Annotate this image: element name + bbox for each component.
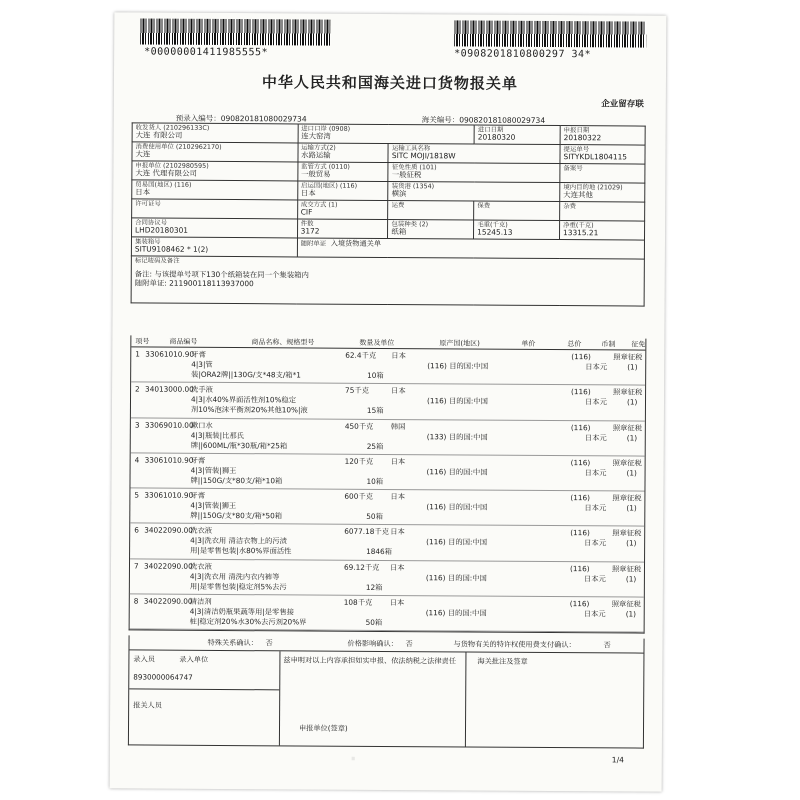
item-origin-code: (133) — [426, 431, 447, 441]
item-origin: 日本 — [390, 527, 405, 537]
item-origin: 韩国 — [390, 421, 406, 431]
item-qty-3: 25箱 — [366, 441, 384, 451]
item-qty-1: 120千克 — [344, 456, 374, 466]
watermark: · — [349, 748, 357, 770]
insurance-cell: 保费 — [474, 201, 560, 221]
item-spec-1: 4|3|水40%界面活性剂10%稳定 — [190, 395, 297, 405]
import-port-cell: 进口口岸 (0908) 连大窑湾 — [298, 124, 475, 144]
item-qty-1: 108千克 — [343, 597, 373, 607]
item-tax-code: (1) — [626, 433, 638, 443]
item-currency-code: (116) — [569, 563, 590, 574]
item-code: 33061010.90 — [144, 455, 194, 465]
license-cell: 许可证号 — [132, 199, 298, 219]
col-header-unit-price: 单价 — [521, 339, 536, 348]
pre-entry-number: 预录入编号：090820181080029734 — [175, 113, 307, 124]
item-currency: 日本元 — [583, 609, 606, 619]
goods-row — [130, 559, 644, 597]
item-origin-code: (116) — [426, 537, 446, 547]
item-spec-1: 4|3|清洁奶瓶果蔬等用|是零售接 — [189, 606, 294, 617]
item-tax-code: (1) — [626, 503, 637, 513]
item-currency-code: (116) — [570, 422, 591, 432]
item-spec-2: 牌||150G/支*80支/箱*50箱 — [190, 510, 283, 521]
item-code: 33069010.00 — [144, 420, 194, 430]
barcode-left — [140, 18, 330, 45]
item-code: 33061010.90 — [145, 349, 195, 359]
item-currency: 日本元 — [584, 468, 607, 478]
item-no: 4 — [134, 455, 140, 465]
item-name: 洗衣液 — [189, 561, 212, 571]
item-spec-1: 4|3|洗衣用 清洗内衣内裤等 — [189, 571, 280, 582]
item-origin-code: (116) — [425, 573, 446, 583]
col-header-tax: 征免 — [631, 339, 646, 349]
item-qty-3: 1846箱 — [366, 547, 392, 557]
item-name: 洗手液 — [191, 385, 213, 395]
declaration-text: 兹申明对以上内容承担如实申报、依法纳税之法律责任 — [283, 655, 456, 666]
item-origin-code: (116) — [426, 467, 447, 477]
header-table — [131, 122, 646, 306]
item-origin: 日本 — [391, 351, 406, 361]
item-destination: 目的国:中国 — [448, 502, 488, 512]
customs-declaration-sheet — [110, 12, 667, 791]
item-name: 漱口水 — [190, 420, 213, 430]
col-header-name: 商品名称、规格型号 — [251, 337, 315, 347]
origin-country-cell: 启运国(地区) (116) 日本 — [297, 181, 388, 201]
barcode-left-text: *00000001411985555* — [144, 46, 269, 59]
item-destination: 目的国:中国 — [449, 361, 489, 371]
item-qty-1: 75千克 — [345, 386, 369, 396]
entry-box — [129, 650, 281, 745]
levy-cell: 征免性质 (101) 一般征税 — [388, 162, 560, 182]
item-currency-code: (116) — [571, 352, 591, 362]
item-currency: 日本元 — [584, 503, 607, 513]
item-no: 1 — [135, 349, 140, 359]
goods-table — [129, 335, 647, 634]
item-origin-code: (116) — [426, 396, 447, 406]
item-currency-code: (116) — [570, 528, 590, 538]
item-spec-2: 用|是零售包装|稳定剂5%去污 — [189, 581, 287, 592]
col-header-origin: 原产国(地区) — [439, 338, 480, 348]
regime-cell: 监管方式 (0110) 一般贸易 — [297, 162, 388, 182]
item-origin-code: (116) — [427, 361, 447, 371]
item-tax: 照章征税 — [612, 493, 642, 503]
item-name: 牙膏 — [191, 349, 206, 359]
entry-code: 8930000064747 — [133, 672, 193, 682]
col-header-no: 项号 — [135, 336, 150, 346]
vessel-cell: 运输工具名称 SITC MOJI/1818W — [388, 143, 560, 163]
port-loading-cell: 装货港 (1354) 横滨 — [388, 181, 560, 201]
item-tax-code: (1) — [625, 609, 637, 619]
page-number: 1/4 — [611, 755, 624, 765]
entry-unit-label: 录入单位 — [179, 654, 209, 664]
transport-mode-cell: 运输方式(2) 水路运输 — [298, 143, 389, 163]
barcode-right-text: *0908201810800297 34* — [454, 48, 592, 61]
item-currency: 日本元 — [583, 573, 606, 584]
destination-cell: 境内目的地 (21029) 大连其他 — [560, 183, 645, 203]
item-no: 6 — [134, 525, 139, 535]
remark-line-2: 随附单证: 211900118113937000 — [134, 278, 254, 289]
col-header-total-price: 总价 — [567, 339, 582, 348]
customs-approval-label: 海关批注及签章 — [477, 656, 528, 666]
item-spec-2: 牌||600ML/瓶*30瓶/箱*25箱 — [190, 440, 288, 450]
declarant-cell: 申报单位 (2102980595) 大连 代理有限公司 — [132, 161, 298, 181]
item-no: 7 — [133, 561, 139, 571]
item-no: 2 — [135, 384, 140, 394]
special-relation-label: 特殊关系确认： — [207, 637, 258, 648]
item-destination: 目的国:中国 — [448, 467, 488, 477]
sign-area — [129, 650, 644, 747]
item-currency: 日本元 — [584, 538, 607, 548]
item-currency: 日本元 — [584, 397, 607, 407]
item-origin-code: (116) — [425, 608, 446, 618]
item-code: 34013000.00 — [145, 384, 194, 395]
footer-section — [128, 635, 645, 748]
trade-country-cell: 贸易国(地区) (116) 日本 — [132, 180, 298, 200]
customs-number: 海关编号：090820181080029734 — [421, 115, 546, 125]
entry-divider — [129, 688, 279, 690]
docs-cell: 随附单证 入境货物通关单 — [297, 238, 644, 259]
misc-fee-cell: 杂费 — [560, 202, 645, 222]
item-name: 洗衣液 — [190, 526, 213, 536]
item-destination: 目的国:中国 — [447, 608, 487, 618]
item-spec-2: 桩|稳定剂20%水30%去污剂20%界 — [189, 616, 307, 627]
declare-unit-sign-label: 申报单位(签章) — [298, 723, 348, 733]
item-tax-code: (1) — [626, 468, 637, 478]
goods-row — [130, 489, 644, 527]
item-qty-1: 6077.18千克 — [344, 527, 390, 537]
item-qty-1: 69.12千克 — [343, 562, 380, 572]
item-qty-3: 50箱 — [366, 512, 383, 522]
item-spec-1: 4|3|管 — [191, 359, 213, 369]
item-currency-code: (116) — [570, 493, 591, 503]
item-destination: 目的国:中国 — [447, 573, 487, 583]
price-impact-label: 价格影响确认： — [347, 638, 398, 649]
container-cell: 集装箱号 SITU9108462 * 1(2) — [131, 237, 297, 257]
item-name: 牙膏 — [190, 490, 206, 501]
item-origin-code: (116) — [426, 502, 447, 512]
item-currency: 日本元 — [584, 432, 607, 442]
remark-line-1: 备注: 与该提单号项下130个纸箱装在同一个集装箱内 — [134, 269, 309, 280]
item-tax: 照章征税 — [613, 352, 643, 362]
packages-cell: 件数 3172 — [297, 219, 388, 239]
item-spec-2: 牌||150G/支*80支/箱*10箱 — [190, 475, 283, 486]
goods-row — [131, 383, 645, 421]
freight-cell: 运费 — [388, 200, 474, 220]
item-tax: 照章征税 — [611, 564, 642, 574]
contract-cell: 合同协议号 LHD20180301 — [132, 218, 298, 238]
barcode-right — [454, 20, 646, 47]
item-no: 3 — [134, 420, 140, 430]
price-impact-value: 否 — [405, 639, 413, 649]
goods-row — [131, 418, 645, 456]
declaration-box — [279, 651, 467, 746]
item-tax: 照章征税 — [612, 422, 643, 433]
item-spec-1: 4|3|管装|狮王 — [190, 500, 237, 511]
item-origin: 日本 — [389, 598, 405, 608]
item-qty-3: 10箱 — [367, 370, 384, 380]
item-no: 8 — [133, 596, 139, 606]
col-header-qty: 数量及单位 — [359, 338, 395, 347]
item-spec-2: 用|是零售包装|水80%界面活性 — [190, 546, 292, 556]
item-name: 清洁剂 — [189, 596, 212, 607]
item-spec-1: 4|3|瓶装|比那氏 — [190, 430, 244, 440]
item-qty-3: 50箱 — [365, 617, 383, 628]
goods-row — [130, 524, 644, 562]
item-destination: 目的国:中国 — [448, 431, 488, 442]
consumer-cell: 消费使用单位 (2102962170) 大连 — [132, 142, 298, 162]
item-qty-3: 10箱 — [366, 476, 384, 486]
item-tax: 照章征税 — [613, 387, 643, 397]
item-qty-1: 62.4千克 — [345, 350, 377, 360]
item-currency: 日本元 — [585, 362, 608, 372]
declarant-person-label: 报关人员 — [133, 700, 162, 710]
item-spec-2: 装|ORA2牌||130G/支*48支/箱*1 — [191, 369, 301, 380]
copy-label: 企业留存联 — [601, 99, 644, 110]
item-tax: 照章征税 — [611, 599, 641, 609]
item-qty-1: 600千克 — [344, 491, 373, 502]
item-code: 33061010.90 — [144, 490, 194, 500]
goods-row — [130, 595, 644, 633]
item-tax-code: (1) — [626, 397, 638, 407]
special-relation-value: 否 — [265, 638, 273, 648]
import-date-cell: 进口日期 20180320 — [474, 125, 560, 145]
record-cell: 备案号 — [560, 164, 645, 184]
pack-type-cell: 包装种类 (2) 纸箱 — [388, 219, 474, 239]
item-destination: 目的国:中国 — [448, 537, 488, 548]
item-tax: 照章征税 — [612, 528, 642, 539]
goods-row — [130, 453, 644, 491]
deal-mode-cell: 成交方式 (1) CIF — [297, 200, 388, 220]
item-origin: 日本 — [390, 456, 406, 466]
declare-date-cell: 申报日期 20180322 — [560, 126, 645, 146]
goods-row — [131, 347, 645, 385]
item-destination: 目的国:中国 — [448, 396, 488, 406]
item-qty-3: 12箱 — [365, 582, 383, 592]
bill-of-lading-cell: 提运单号 SITYKDL1804115 — [560, 145, 645, 165]
royalty-value: 否 — [603, 640, 611, 650]
item-code: 34022090.00 — [143, 561, 193, 571]
gross-weight-cell: 毛重(千克) 15245.13 — [474, 220, 560, 240]
item-spec-1: 4|3|洗衣用 清洁衣物上的污渍 — [190, 536, 287, 546]
item-currency-code: (116) — [570, 458, 591, 468]
item-no: 5 — [134, 490, 140, 500]
item-code: 34022090.00 — [144, 525, 193, 536]
item-currency-code: (116) — [571, 387, 591, 397]
item-currency-code: (116) — [569, 599, 590, 609]
item-code: 34022090.00 — [143, 596, 193, 606]
entry-person-label: 录入员 — [133, 654, 156, 664]
net-weight-cell: 净重(千克) 13315.21 — [560, 221, 645, 241]
item-origin: 日本 — [389, 562, 405, 572]
item-qty-1: 450千克 — [344, 421, 374, 431]
marks-remarks-cell: 标记唛码及备注 备注: 与该提单号项下130个纸箱装在同一个集装箱内 随附单证: 211900118113937000 — [131, 256, 644, 306]
col-header-currency: 币制 — [601, 339, 616, 348]
item-name: 牙膏 — [190, 455, 206, 465]
item-qty-3: 15箱 — [366, 406, 384, 416]
item-tax-code: (1) — [627, 362, 638, 372]
item-tax-code: (1) — [625, 574, 637, 584]
item-spec-1: 4|3|管装|狮王 — [190, 465, 237, 475]
item-tax: 照章征税 — [612, 458, 642, 468]
royalty-label: 与货物有关的特许权使用费支付确认： — [453, 639, 576, 650]
item-origin: 日本 — [391, 386, 406, 396]
item-tax-code: (1) — [626, 538, 637, 549]
item-origin: 日本 — [390, 492, 406, 502]
item-spec-2: 剂10%泡沫平衡剂20%其他10%|液 — [190, 405, 308, 415]
consignee-cell: 收发货人 (210296133C) 大连 有限公司 — [132, 123, 298, 143]
col-header-code: 商品编号 — [169, 337, 198, 346]
document-title: 中华人民共和国海关进口货物报关单 — [261, 73, 519, 93]
